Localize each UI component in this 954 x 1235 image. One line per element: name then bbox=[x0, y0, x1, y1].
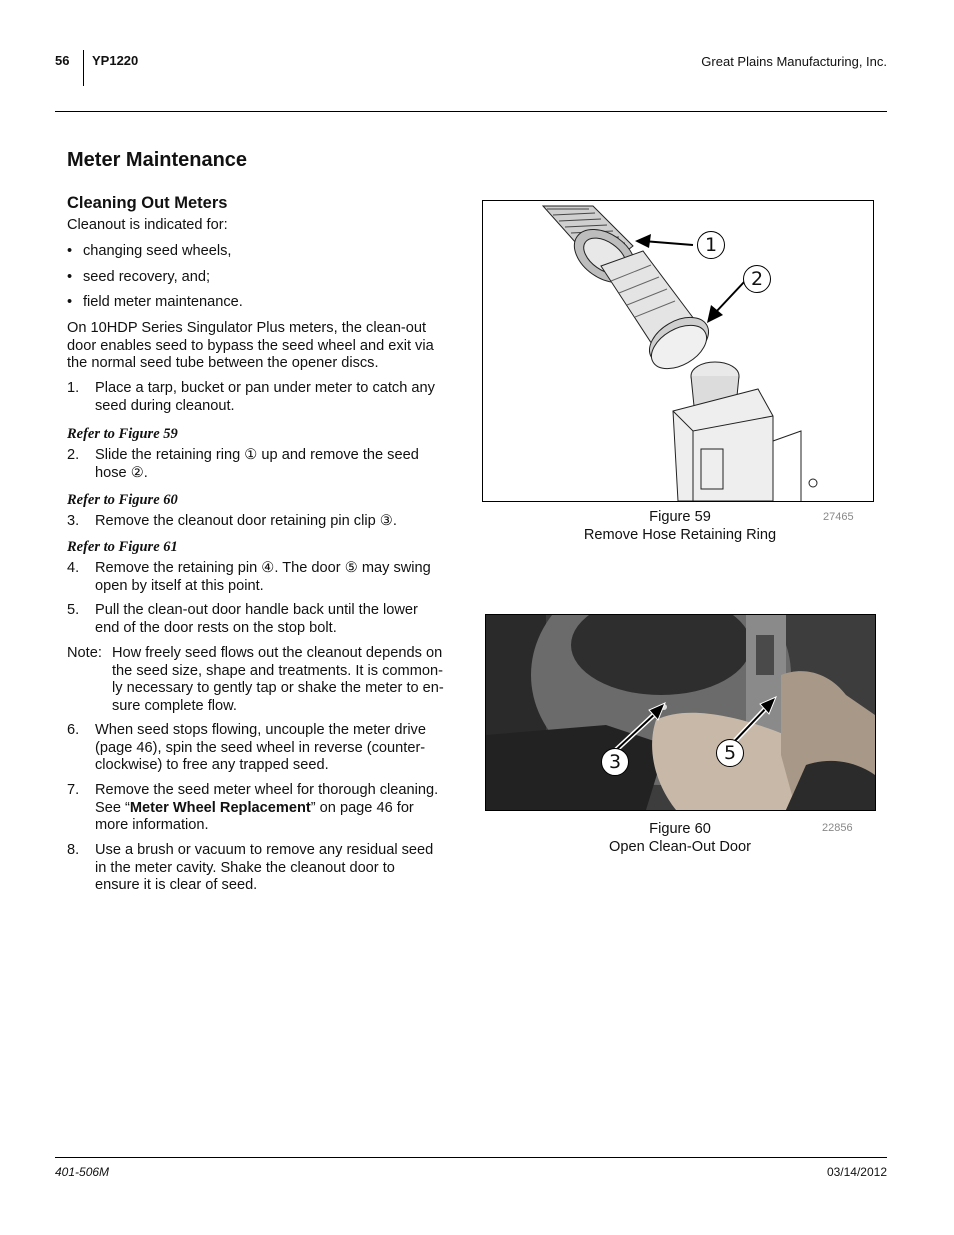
section-title: Meter Maintenance bbox=[67, 149, 248, 171]
figure-59-image-id: 27465 bbox=[823, 511, 854, 523]
intro-paragraph: On 10HDP Series Singulator Plus meters, the clean-out door enables seed to bypass the seed wheel and exit via the normal seed tube between the opener discs. bbox=[67, 320, 434, 371]
meter-wheel-replacement-link[interactable]: Meter Wheel Replacement bbox=[129, 799, 311, 816]
callout-5: 5 bbox=[716, 739, 744, 767]
figure-59-caption bbox=[482, 509, 878, 544]
header-divider bbox=[83, 50, 84, 86]
note-label: Note: bbox=[67, 645, 102, 661]
figure-60-title: Open Clean-Out Door bbox=[609, 838, 751, 855]
hose-meter-illustration bbox=[483, 201, 873, 501]
figure-60-image-id: 22856 bbox=[822, 822, 853, 834]
header-rule bbox=[55, 111, 887, 112]
company-name: Great Plains Manufacturing, Inc. bbox=[701, 54, 887, 69]
figure-60-label: Figure 60 bbox=[649, 821, 711, 837]
footer-rule bbox=[55, 1157, 887, 1158]
callout-3: 3 bbox=[601, 748, 629, 776]
intro-text: Cleanout is indicated for: bbox=[67, 217, 228, 233]
footer-date: 03/14/2012 bbox=[826, 1165, 887, 1179]
doc-number: 401-506M bbox=[55, 1165, 110, 1179]
callout-1: 1 bbox=[697, 231, 725, 259]
callout-2: 2 bbox=[743, 265, 771, 293]
refer-figure-59: Refer to Figure 59 bbox=[67, 426, 178, 442]
refer-figure-60: Refer to Figure 60 bbox=[67, 492, 178, 508]
section-subtitle: Cleaning Out Meters bbox=[67, 194, 228, 212]
model-name: YP1220 bbox=[92, 53, 139, 68]
figure-60-caption bbox=[482, 821, 878, 856]
page-number: 56 bbox=[55, 53, 70, 68]
figure-59-image bbox=[482, 200, 874, 502]
figure-60-image bbox=[485, 614, 876, 811]
figure-59-title: Remove Hose Retaining Ring bbox=[583, 526, 777, 543]
cleanout-door-photo bbox=[486, 615, 875, 810]
figure-59-label: Figure 59 bbox=[649, 509, 711, 525]
refer-figure-61: Refer to Figure 61 bbox=[67, 539, 178, 555]
